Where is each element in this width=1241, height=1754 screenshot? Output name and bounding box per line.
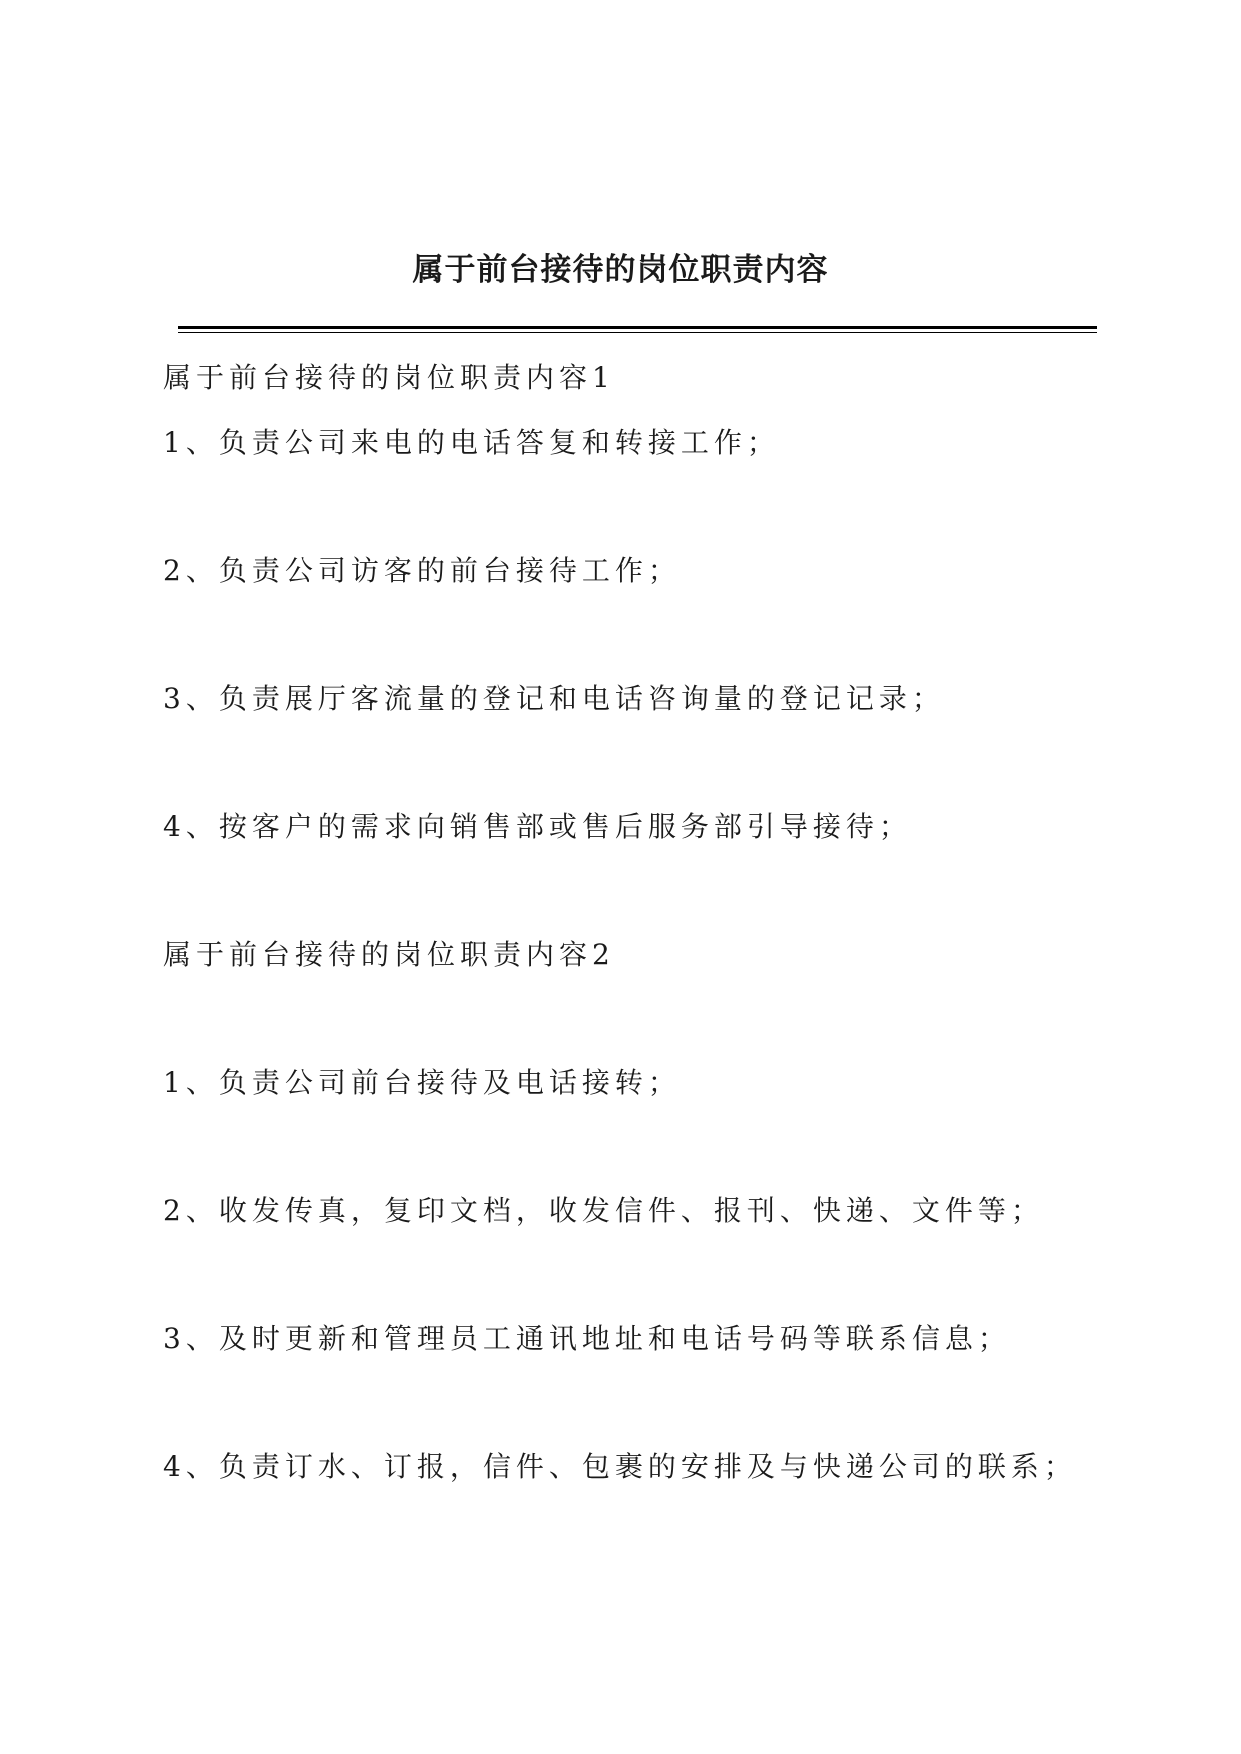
section-1-item-1: 1、负责公司来电的电话答复和转接工作； <box>163 426 780 459</box>
document-title: 属于前台接待的岗位职责内容 <box>412 252 829 288</box>
section-2-item-4: 4、负责订水、订报，信件、包裹的安排及与快递公司的联系； <box>163 1450 1077 1483</box>
title-divider-thin <box>178 332 1097 333</box>
section-2-item-2: 2、收发传真，复印文档，收发信件、报刊、快递、文件等； <box>163 1194 1044 1227</box>
section-2-item-3: 3、及时更新和管理员工通讯地址和电话号码等联系信息； <box>163 1322 1011 1355</box>
section-1-heading: 属于前台接待的岗位职责内容1 <box>163 361 615 394</box>
title-divider-thick <box>178 326 1097 329</box>
section-1-item-3: 3、负责展厅客流量的登记和电话咨询量的登记记录； <box>163 682 945 715</box>
section-2-heading: 属于前台接待的岗位职责内容2 <box>163 938 615 971</box>
section-1-item-2: 2、负责公司访客的前台接待工作； <box>163 554 681 587</box>
section-2-item-1: 1、负责公司前台接待及电话接转； <box>163 1066 681 1099</box>
section-1-item-4: 4、按客户的需求向销售部或售后服务部引导接待； <box>163 810 912 843</box>
